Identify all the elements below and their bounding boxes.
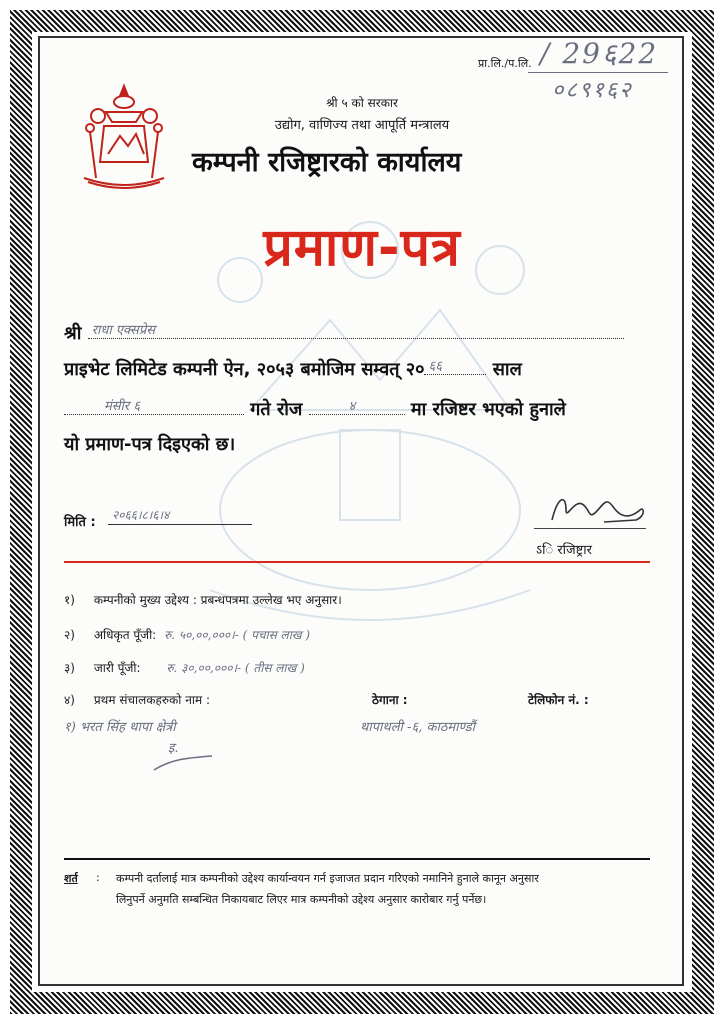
registration-divider: [528, 72, 668, 73]
date-label: मिति :: [64, 515, 96, 530]
issued-capital-label: जारी पूँजी:: [93, 661, 141, 675]
date-underline: [108, 524, 252, 525]
issued-capital-value: रु. ३०,००,०००।- ( तीस लाख ): [166, 661, 305, 675]
company-name-line: [64, 320, 624, 345]
government-line: श्री ५ को सरकार: [326, 96, 398, 110]
registration-number: / 29६22: [540, 37, 659, 70]
address-header: ठेगाना :: [372, 693, 408, 707]
certificate-title: प्रमाण-पत्र: [263, 218, 461, 278]
item-number: १): [64, 593, 75, 607]
registrar-label: रजिष्ट्रार: [557, 543, 592, 558]
condition-colon: :: [96, 871, 100, 884]
directors-item: [64, 691, 210, 708]
issued-capital-item: [64, 659, 305, 676]
registrar-signature-icon: [544, 490, 654, 530]
signature-line: [534, 528, 646, 529]
phone-header: टेलिफोन नं. :: [528, 693, 589, 707]
month-field: [64, 396, 244, 415]
company-name-value: राधा एक्सप्रेस: [91, 323, 156, 338]
director-signature-icon: [150, 752, 220, 774]
act-line: [64, 356, 522, 381]
condition-text-line2: लिनुपर्ने अनुमति सम्बन्धित निकायबाट लिएर मात्र कम्पनीको उद्देश्य अनुसार कारोबार गर्नु पर्नेछ।: [116, 893, 487, 906]
shree-label: श्री: [64, 323, 82, 344]
date-value: २०६६।८।६।४: [112, 508, 170, 522]
day-field: [309, 396, 405, 415]
registered-text: मा रजिष्टर भएको हुनाले: [410, 399, 566, 420]
objective-item: [64, 591, 342, 608]
sal-label: साल: [492, 359, 522, 380]
condition-label: शर्त: [64, 872, 78, 885]
date-registration-line: [64, 396, 566, 421]
registrar-title: [536, 540, 592, 558]
registration-number-secondary: ०८९१६२: [552, 78, 633, 103]
authorized-capital-item: [64, 626, 310, 643]
year-value: ६६: [428, 359, 443, 374]
item-number: २): [64, 628, 75, 642]
condition-text-line1: कम्पनी दर्तालाई मात्र कम्पनीको उद्देश्य कार्यान्वयन गर्न इजाजत प्रदान गरिएको नमानिने हुनाले कानून अनुसार: [116, 872, 539, 885]
gate-roj-label: गते रोज: [250, 399, 303, 420]
director-address: थापाथली -६, काठमाण्डौं: [360, 720, 476, 735]
company-name-field: [88, 320, 624, 339]
office-title: कम्पनी रजिष्ट्रारको कार्यालय: [192, 147, 462, 178]
authorized-capital-label: अधिकृत पूँजी:: [93, 628, 157, 642]
act-text: प्राइभेट लिमिटेड कम्पनी ऐन, २०५३ बमोजिम सम्वत् २०: [64, 359, 425, 380]
year-field: [424, 356, 486, 375]
registration-label: प्रा.लि./प.लि.: [478, 57, 532, 70]
director-name: १) भरत सिंह थापा क्षेत्री: [64, 720, 176, 735]
objective-text: कम्पनीको मुख्य उद्देश्य : प्रबन्धपत्रमा उल्लेख भए अनुसार।: [93, 593, 342, 607]
issued-line: यो प्रमाण-पत्र दिइएको छ।: [64, 434, 236, 455]
director-mark: इ.: [168, 741, 179, 756]
item-number: ४): [64, 693, 75, 707]
day-value: ४: [348, 399, 356, 414]
item-number: ३): [64, 661, 75, 675]
footer-divider: [64, 858, 650, 860]
authorized-capital-value: रु. ५०,००,०००।- ( पचास लाख ): [164, 628, 311, 642]
registrar-prefix: ऽि: [536, 543, 554, 558]
directors-label: प्रथम संचालकहरुको नाम :: [93, 693, 210, 707]
month-value: मंसीर ६: [104, 399, 141, 414]
ministry-line: उद्योग, वाणिज्य तथा आपूर्ति मन्त्रालय: [274, 118, 450, 133]
section-divider: [64, 561, 650, 563]
